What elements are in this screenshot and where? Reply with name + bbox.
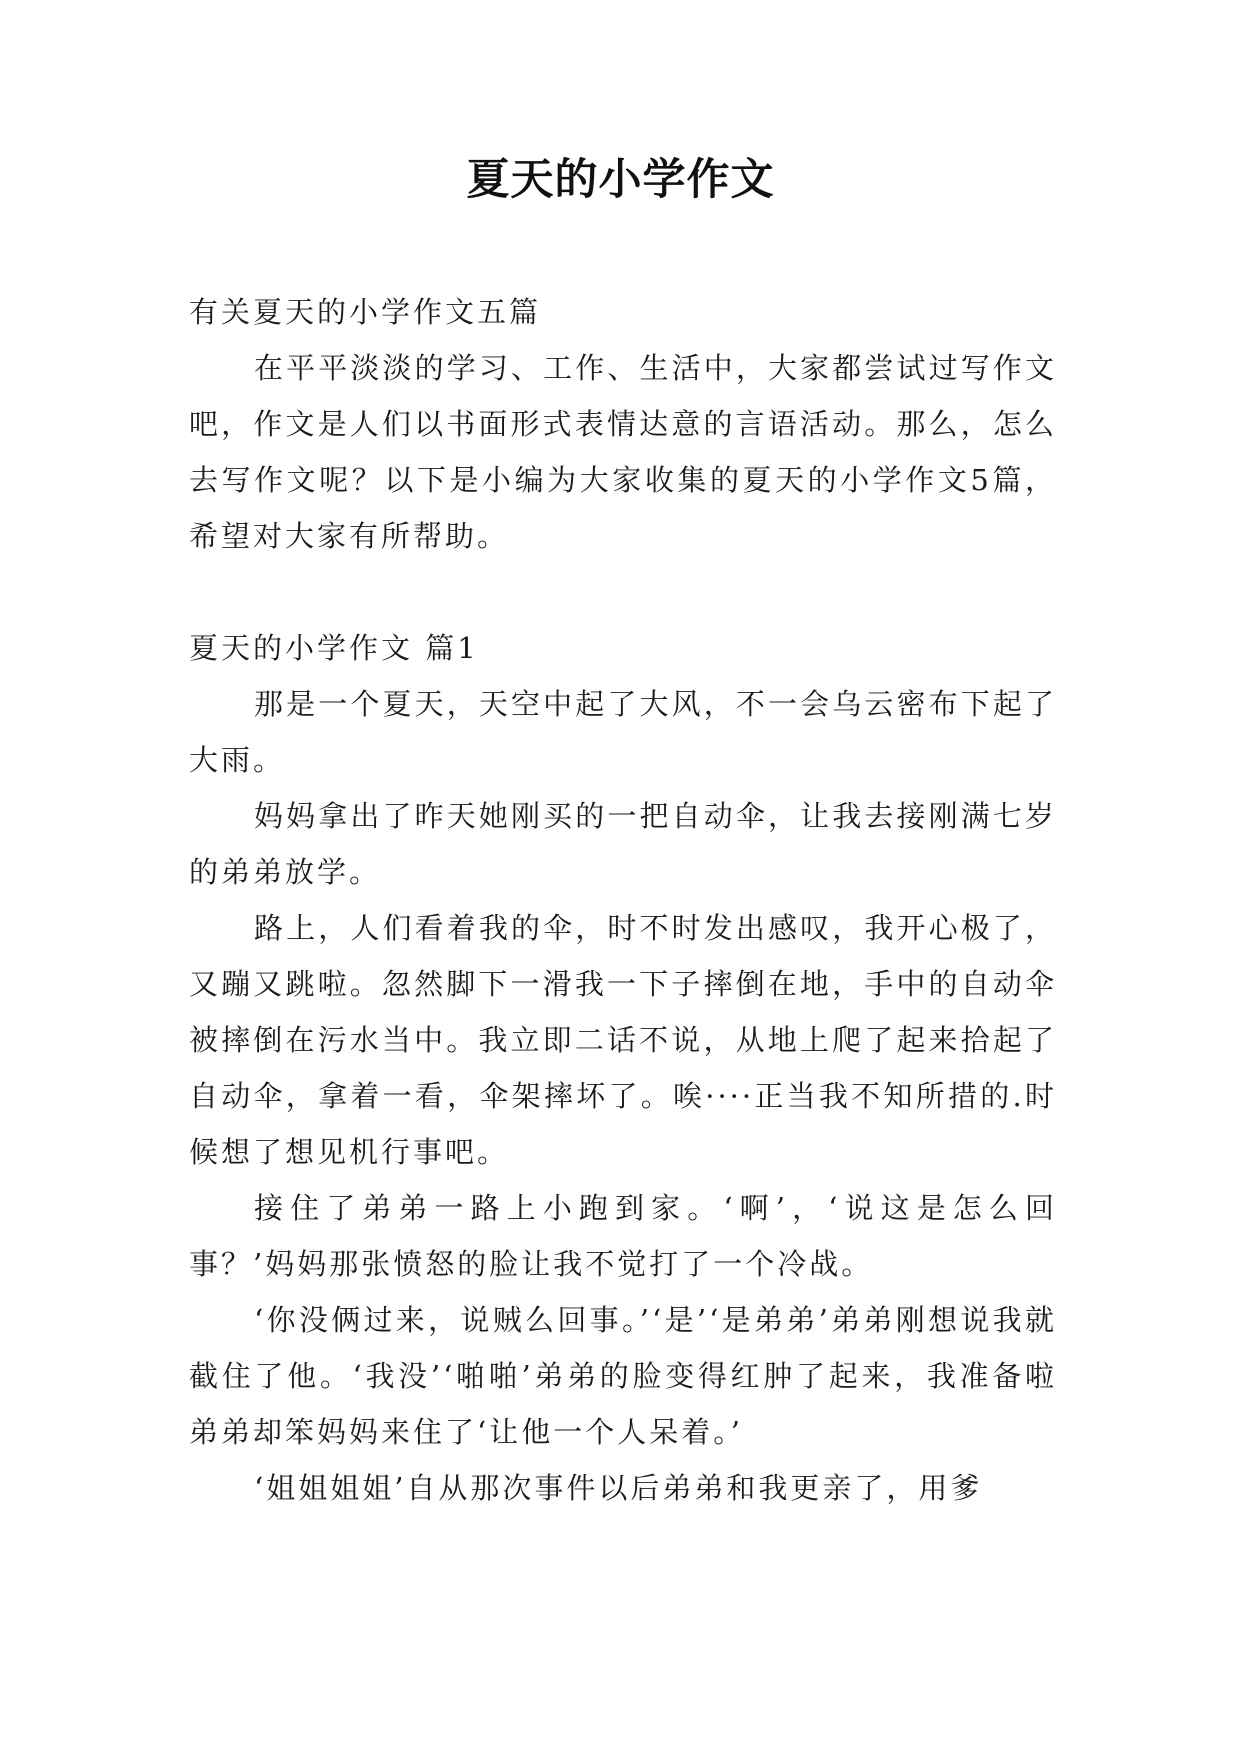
essay-paragraph: 接住了弟弟一路上小跑到家。‘啊’，‘说这是怎么回事？’妈妈那张愤怒的脸让我不觉打了一个冷战。 <box>189 1191 1057 1281</box>
essay-paragraph: 路上，人们看着我的伞，时不时发出感叹，我开心极了，又蹦又跳啦。忽然脚下一滑我一下子摔倒在地，手中的自动伞被摔倒在污水当中。我立即二话不说，从地上爬了起来拾起了自动伞，拿着一看，伞架摔坏了。唉····正当我不知所措的.时候想了想见机行事吧。 <box>189 911 1057 1169</box>
essay-paragraph: 那是一个夏天，天空中起了大风，不一会乌云密布下起了大雨。 <box>189 687 1057 777</box>
essay-paragraph: ‘你没俩过来，说贼么回事。’‘是’‘是弟弟’弟弟刚想说我就截住了他。‘我没’‘啪啪’弟弟的脸变得红肿了起来，我准备啦弟弟却笨妈妈来住了‘让他一个人呆着。’ <box>189 1303 1057 1449</box>
essay-heading: 夏天的小学作文 篇1 <box>189 631 479 665</box>
collection-subtitle: 有关夏天的小学作文五篇 <box>189 295 542 329</box>
document-title: 夏天的小学作文 <box>466 155 775 205</box>
intro-paragraph: 在平平淡淡的学习、工作、生活中，大家都尝试过写作文吧，作文是人们以书面形式表情达意的言语活动。那么，怎么去写作文呢？以下是小编为大家收集的夏天的小学作文5篇，希望对大家有所帮助。 <box>189 351 1057 553</box>
section-spacer <box>189 564 1057 620</box>
essay-paragraph: ‘姐姐姐姐’自从那次事件以后弟弟和我更亲了，用爹 <box>254 1471 983 1505</box>
document-body <box>189 284 1057 1516</box>
essay-paragraph: 妈妈拿出了昨天她刚买的一把自动伞，让我去接刚满七岁的弟弟放学。 <box>189 799 1057 889</box>
